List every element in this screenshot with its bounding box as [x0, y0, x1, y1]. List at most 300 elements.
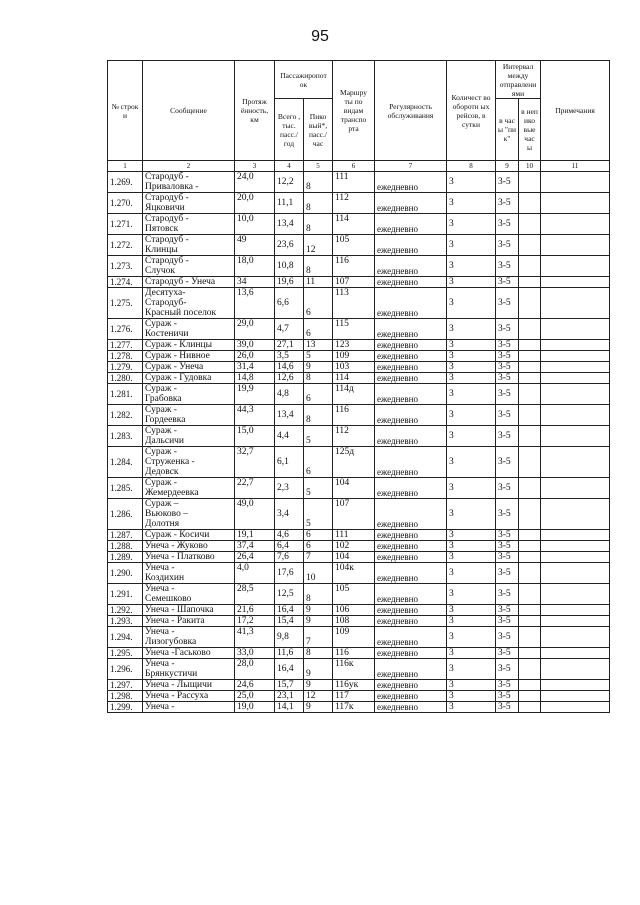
route-name-line: Брянкустичи	[145, 669, 198, 679]
route-name-cell	[143, 319, 235, 340]
row-number-cell: 1.283.	[108, 426, 143, 447]
pax-total-cell: 10,8	[275, 256, 304, 277]
interval-peak-cell: 3-5	[496, 235, 519, 256]
pax-total-cell: 6,6	[275, 288, 304, 319]
route-name-line: Стародуб -	[145, 172, 189, 182]
row-number-cell: 1.273.	[108, 256, 143, 277]
regularity-cell: ежедневно	[375, 319, 447, 340]
header-turnover-trips: Количест во оборотн ых рейсов, в сутки	[447, 61, 496, 161]
table-row	[108, 384, 610, 405]
pax-peak-cell: 6	[304, 530, 333, 541]
length-cell: 29,0	[235, 319, 275, 340]
route-name-line: Струженка -	[145, 457, 195, 467]
table-row	[108, 235, 610, 256]
interval-offpeak-cell	[519, 702, 541, 713]
route-name-cell	[143, 541, 235, 552]
row-number-cell: 1.294.	[108, 627, 143, 648]
row-number-cell: 1.287.	[108, 530, 143, 541]
route-name-cell	[143, 277, 235, 288]
route-code-cell: 112	[333, 193, 375, 214]
regularity-cell: ежедневно	[375, 447, 447, 478]
regularity-cell: ежедневно	[375, 541, 447, 552]
table-row	[108, 447, 610, 478]
interval-peak-cell: 3-5	[496, 605, 519, 616]
route-name-line: Сураж - Гудовка	[145, 373, 212, 383]
column-number: 5	[304, 161, 333, 172]
row-number-cell: 1.275.	[108, 288, 143, 319]
route-name-line: Десятуха-	[145, 288, 186, 298]
route-code-cell: 114д	[333, 384, 375, 405]
route-code-cell: 117	[333, 691, 375, 702]
regularity-cell: ежедневно	[375, 499, 447, 530]
interval-offpeak-cell	[519, 478, 541, 499]
column-number: 10	[519, 161, 541, 172]
row-number-cell: 1.298.	[108, 691, 143, 702]
row-number-cell: 1.278.	[108, 351, 143, 362]
regularity-cell: ежедневно	[375, 256, 447, 277]
notes-cell	[541, 563, 610, 584]
route-name-cell	[143, 214, 235, 235]
column-number: 1	[108, 161, 143, 172]
interval-peak-cell: 3-5	[496, 373, 519, 384]
length-cell: 44,3	[235, 405, 275, 426]
pax-peak-cell: 9	[304, 702, 333, 713]
header-passenger-flow: Пассажиропот ок	[275, 61, 333, 99]
interval-offpeak-cell	[519, 256, 541, 277]
regularity-cell: ежедневно	[375, 563, 447, 584]
column-number: 4	[275, 161, 304, 172]
route-name-line: Унеча - Лыщичи	[145, 680, 212, 690]
route-name-line: Долотня	[145, 519, 180, 529]
pax-total-cell: 13,4	[275, 405, 304, 426]
turnover-cell: 3	[447, 447, 496, 478]
length-cell: 28,5	[235, 584, 275, 605]
notes-cell	[541, 584, 610, 605]
pax-total-cell: 12,6	[275, 373, 304, 384]
pax-total-cell: 11,6	[275, 648, 304, 659]
table-row	[108, 214, 610, 235]
notes-cell	[541, 193, 610, 214]
regularity-cell: ежедневно	[375, 277, 447, 288]
interval-offpeak-cell	[519, 659, 541, 680]
interval-peak-cell: 3-5	[496, 405, 519, 426]
route-name-line: Стародуб - Унеча	[145, 277, 216, 287]
route-name-line: Сураж -	[145, 478, 177, 488]
turnover-cell: 3	[447, 552, 496, 563]
pax-peak-cell: 11	[304, 277, 333, 288]
route-code-cell: 123	[333, 340, 375, 351]
interval-offpeak-cell	[519, 648, 541, 659]
pax-total-cell: 14,1	[275, 702, 304, 713]
table-row	[108, 478, 610, 499]
pax-total-cell: 15,7	[275, 680, 304, 691]
table-row	[108, 256, 610, 277]
interval-peak-cell: 3-5	[496, 277, 519, 288]
route-name-line: Унеча - Ракита	[145, 616, 205, 626]
route-name-cell	[143, 447, 235, 478]
notes-cell	[541, 648, 610, 659]
interval-peak-cell: 3-5	[496, 563, 519, 584]
interval-peak-cell: 3-5	[496, 659, 519, 680]
notes-cell	[541, 340, 610, 351]
length-cell: 4,0	[235, 563, 275, 584]
interval-peak-cell: 3-5	[496, 584, 519, 605]
interval-offpeak-cell	[519, 691, 541, 702]
route-code-cell: 105	[333, 235, 375, 256]
route-name-line: Сураж -	[145, 384, 177, 394]
table-row	[108, 648, 610, 659]
row-number-cell: 1.284.	[108, 447, 143, 478]
route-name-cell	[143, 193, 235, 214]
row-number-cell: 1.295.	[108, 648, 143, 659]
length-cell: 24,0	[235, 172, 275, 193]
route-name-cell	[143, 478, 235, 499]
pax-total-cell: 2,3	[275, 478, 304, 499]
length-cell: 17,2	[235, 616, 275, 627]
turnover-cell: 3	[447, 277, 496, 288]
notes-cell	[541, 702, 610, 713]
table-body	[108, 172, 610, 713]
column-number: 11	[541, 161, 610, 172]
interval-offpeak-cell	[519, 235, 541, 256]
pax-peak-cell: 8	[304, 214, 333, 235]
notes-cell	[541, 447, 610, 478]
header-interval-peak: в час ы "пи к"	[496, 99, 519, 161]
pax-peak-cell: 6	[304, 447, 333, 478]
regularity-cell: ежедневно	[375, 384, 447, 405]
table-row	[108, 552, 610, 563]
interval-peak-cell: 3-5	[496, 530, 519, 541]
length-cell: 19,1	[235, 530, 275, 541]
route-name-line: Пятовск	[145, 224, 179, 234]
row-number-cell: 1.293.	[108, 616, 143, 627]
interval-peak-cell: 3-5	[496, 627, 519, 648]
interval-peak-cell: 3-5	[496, 691, 519, 702]
route-name-line: Стародуб -	[145, 193, 189, 203]
row-number-cell: 1.274.	[108, 277, 143, 288]
route-name-line: Сураж -	[145, 319, 177, 329]
pax-total-cell: 6,1	[275, 447, 304, 478]
turnover-cell: 3	[447, 541, 496, 552]
route-code-cell: 107	[333, 277, 375, 288]
turnover-cell: 3	[447, 193, 496, 214]
table-row	[108, 605, 610, 616]
turnover-cell: 3	[447, 680, 496, 691]
regularity-cell: ежедневно	[375, 235, 447, 256]
route-name-line: Стародуб-	[145, 298, 187, 308]
route-code-cell: 116	[333, 256, 375, 277]
pax-total-cell: 17,6	[275, 563, 304, 584]
pax-total-cell: 9,8	[275, 627, 304, 648]
interval-offpeak-cell	[519, 340, 541, 351]
regularity-cell: ежедневно	[375, 193, 447, 214]
route-code-cell: 107	[333, 499, 375, 530]
route-code-cell: 104к	[333, 563, 375, 584]
route-name-line: Дальсичи	[145, 436, 185, 446]
pax-total-cell: 13,4	[275, 214, 304, 235]
row-number-cell: 1.269.	[108, 172, 143, 193]
pax-peak-cell: 8	[304, 648, 333, 659]
pax-peak-cell: 5	[304, 426, 333, 447]
table-row	[108, 340, 610, 351]
route-name-cell	[143, 605, 235, 616]
row-number-cell: 1.270.	[108, 193, 143, 214]
turnover-cell: 3	[447, 214, 496, 235]
table-row	[108, 584, 610, 605]
interval-offpeak-cell	[519, 499, 541, 530]
pax-peak-cell: 6	[304, 319, 333, 340]
notes-cell	[541, 680, 610, 691]
route-name-line: Унеча - Жуково	[145, 541, 208, 551]
row-number-cell: 1.290.	[108, 563, 143, 584]
row-number-cell: 1.276.	[108, 319, 143, 340]
column-number: 6	[333, 161, 375, 172]
route-name-line: Унеча -	[145, 702, 175, 712]
column-number: 8	[447, 161, 496, 172]
route-code-cell: 115	[333, 319, 375, 340]
length-cell: 24,6	[235, 680, 275, 691]
turnover-cell: 3	[447, 426, 496, 447]
turnover-cell: 3	[447, 530, 496, 541]
regularity-cell: ежедневно	[375, 659, 447, 680]
regularity-cell: ежедневно	[375, 478, 447, 499]
turnover-cell: 3	[447, 627, 496, 648]
route-name-cell	[143, 627, 235, 648]
header-route-name: Сообщение	[143, 61, 235, 161]
route-name-line: Унеча - Шапочка	[145, 605, 214, 615]
route-name-cell	[143, 499, 235, 530]
interval-offpeak-cell	[519, 288, 541, 319]
route-name-line: Унеча -	[145, 659, 175, 669]
route-name-line: Гордеевка	[145, 415, 186, 425]
route-name-cell	[143, 659, 235, 680]
pax-peak-cell: 9	[304, 605, 333, 616]
table-row	[108, 680, 610, 691]
route-code-cell: 112	[333, 426, 375, 447]
regularity-cell: ежедневно	[375, 616, 447, 627]
pax-peak-cell: 5	[304, 351, 333, 362]
route-name-line: Дедовск	[145, 467, 179, 477]
route-name-line: Сураж -	[145, 405, 177, 415]
pax-total-cell: 23,6	[275, 235, 304, 256]
regularity-cell: ежедневно	[375, 530, 447, 541]
length-cell: 13,6	[235, 288, 275, 319]
pax-total-cell: 6,4	[275, 541, 304, 552]
route-name-cell	[143, 616, 235, 627]
interval-offpeak-cell	[519, 584, 541, 605]
length-cell: 22,7	[235, 478, 275, 499]
route-code-cell: 102	[333, 541, 375, 552]
route-name-line: Костеничи	[145, 329, 189, 339]
route-name-line: Коздихин	[145, 573, 185, 583]
pax-peak-cell: 13	[304, 340, 333, 351]
interval-offpeak-cell	[519, 172, 541, 193]
length-cell: 32,7	[235, 447, 275, 478]
table-row	[108, 541, 610, 552]
regularity-cell: ежедневно	[375, 351, 447, 362]
interval-offpeak-cell	[519, 605, 541, 616]
header-interval: Интервал между отправлени ями	[496, 61, 541, 99]
route-code-cell: 116ук	[333, 680, 375, 691]
column-number-row	[108, 161, 610, 172]
interval-peak-cell: 3-5	[496, 616, 519, 627]
length-cell: 21,6	[235, 605, 275, 616]
route-name-line: Унеча - Платково	[145, 552, 215, 562]
notes-cell	[541, 541, 610, 552]
route-name-cell	[143, 426, 235, 447]
pax-peak-cell: 8	[304, 193, 333, 214]
table-row	[108, 499, 610, 530]
route-code-cell: 117к	[333, 702, 375, 713]
route-code-cell: 125д	[333, 447, 375, 478]
turnover-cell: 3	[447, 319, 496, 340]
turnover-cell: 3	[447, 563, 496, 584]
row-number-cell: 1.288.	[108, 541, 143, 552]
table-row	[108, 702, 610, 713]
turnover-cell: 3	[447, 584, 496, 605]
pax-total-cell: 4,8	[275, 384, 304, 405]
route-code-cell: 104	[333, 478, 375, 499]
length-cell: 34	[235, 277, 275, 288]
row-number-cell: 1.296.	[108, 659, 143, 680]
table-row	[108, 193, 610, 214]
route-name-line: Яцковичи	[145, 203, 185, 213]
interval-peak-cell: 3-5	[496, 351, 519, 362]
header-notes: Примечания	[541, 61, 610, 161]
pax-peak-cell: 12	[304, 691, 333, 702]
table-row	[108, 172, 610, 193]
length-cell: 41,3	[235, 627, 275, 648]
turnover-cell: 3	[447, 648, 496, 659]
length-cell: 15,0	[235, 426, 275, 447]
regularity-cell: ежедневно	[375, 214, 447, 235]
route-name-cell	[143, 563, 235, 584]
row-number-cell: 1.271.	[108, 214, 143, 235]
route-code-cell: 104	[333, 552, 375, 563]
row-number-cell: 1.277.	[108, 340, 143, 351]
route-code-cell: 108	[333, 616, 375, 627]
row-number-cell: 1.299.	[108, 702, 143, 713]
regularity-cell: ежедневно	[375, 172, 447, 193]
route-name-cell	[143, 373, 235, 384]
pax-total-cell: 4,7	[275, 319, 304, 340]
header-regularity: Регулярность обслуживания	[375, 61, 447, 161]
route-code-cell: 109	[333, 627, 375, 648]
interval-peak-cell: 3-5	[496, 447, 519, 478]
pax-peak-cell: 8	[304, 172, 333, 193]
length-cell: 25,0	[235, 691, 275, 702]
pax-total-cell: 12,5	[275, 584, 304, 605]
row-number-cell: 1.286.	[108, 499, 143, 530]
turnover-cell: 3	[447, 499, 496, 530]
pax-peak-cell: 10	[304, 563, 333, 584]
route-name-cell	[143, 405, 235, 426]
route-code-cell: 111	[333, 172, 375, 193]
route-name-line: Сураж -	[145, 426, 177, 436]
turnover-cell: 3	[447, 373, 496, 384]
route-name-cell	[143, 530, 235, 541]
interval-peak-cell: 3-5	[496, 702, 519, 713]
route-code-cell: 106	[333, 605, 375, 616]
route-code-cell: 113	[333, 288, 375, 319]
interval-peak-cell: 3-5	[496, 541, 519, 552]
interval-offpeak-cell	[519, 627, 541, 648]
route-name-line: Вьюково –	[145, 509, 188, 519]
turnover-cell: 3	[447, 256, 496, 277]
interval-offpeak-cell	[519, 351, 541, 362]
notes-cell	[541, 235, 610, 256]
regularity-cell: ежедневно	[375, 340, 447, 351]
regularity-cell: ежедневно	[375, 680, 447, 691]
pax-peak-cell: 7	[304, 552, 333, 563]
route-name-cell	[143, 691, 235, 702]
route-name-line: Сураж - Нивное	[145, 351, 210, 361]
row-number-cell: 1.291.	[108, 584, 143, 605]
table-row	[108, 288, 610, 319]
interval-offpeak-cell	[519, 193, 541, 214]
length-cell: 14,8	[235, 373, 275, 384]
route-name-line: Стародуб -	[145, 214, 189, 224]
pax-peak-cell: 8	[304, 256, 333, 277]
notes-cell	[541, 530, 610, 541]
interval-offpeak-cell	[519, 426, 541, 447]
pax-peak-cell: 7	[304, 627, 333, 648]
route-name-cell	[143, 235, 235, 256]
route-name-cell	[143, 351, 235, 362]
regularity-cell: ежедневно	[375, 405, 447, 426]
interval-offpeak-cell	[519, 616, 541, 627]
route-name-cell	[143, 384, 235, 405]
pax-total-cell: 7,6	[275, 552, 304, 563]
interval-peak-cell: 3-5	[496, 362, 519, 373]
interval-offpeak-cell	[519, 552, 541, 563]
column-number: 2	[143, 161, 235, 172]
turnover-cell: 3	[447, 691, 496, 702]
interval-offpeak-cell	[519, 541, 541, 552]
column-number: 9	[496, 161, 519, 172]
route-name-line: Унеча -	[145, 627, 175, 637]
interval-peak-cell: 3-5	[496, 648, 519, 659]
notes-cell	[541, 691, 610, 702]
regularity-cell: ежедневно	[375, 627, 447, 648]
notes-cell	[541, 499, 610, 530]
turnover-cell: 3	[447, 351, 496, 362]
pax-total-cell: 4,4	[275, 426, 304, 447]
regularity-cell: ежедневно	[375, 288, 447, 319]
regularity-cell: ежедневно	[375, 552, 447, 563]
header-length: Протяж ённость, км	[235, 61, 275, 161]
table-row	[108, 351, 610, 362]
pax-peak-cell: 5	[304, 499, 333, 530]
length-cell: 37,4	[235, 541, 275, 552]
table-row	[108, 659, 610, 680]
table-row	[108, 627, 610, 648]
interval-peak-cell: 3-5	[496, 680, 519, 691]
length-cell: 20,0	[235, 193, 275, 214]
table-row	[108, 362, 610, 373]
interval-offpeak-cell	[519, 530, 541, 541]
table-row	[108, 405, 610, 426]
row-number-cell: 1.292.	[108, 605, 143, 616]
pax-peak-cell: 5	[304, 478, 333, 499]
route-name-line: Клинцы	[145, 245, 178, 255]
table-row	[108, 426, 610, 447]
row-number-cell: 1.297.	[108, 680, 143, 691]
regularity-cell: ежедневно	[375, 584, 447, 605]
row-number-cell: 1.281.	[108, 384, 143, 405]
route-code-cell: 109	[333, 351, 375, 362]
interval-offpeak-cell	[519, 214, 541, 235]
